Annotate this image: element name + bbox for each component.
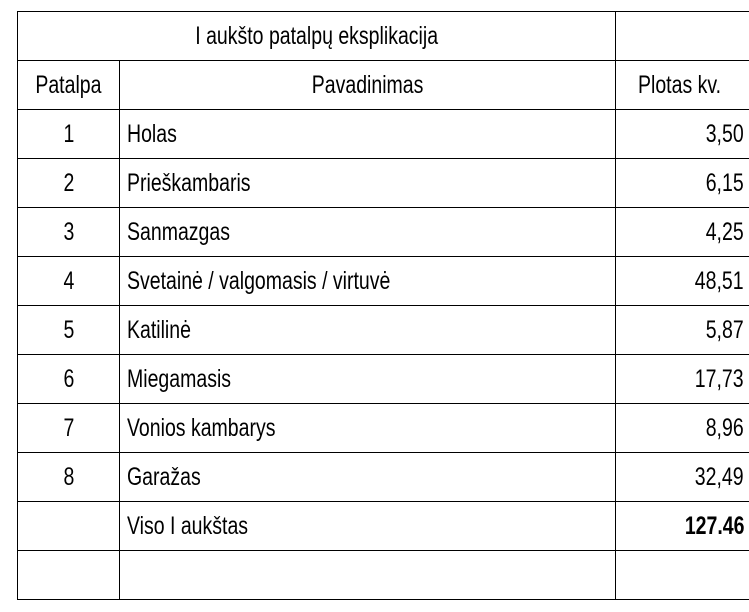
room-name-cell	[120, 355, 616, 404]
explication-sheet	[17, 11, 749, 583]
room-area-cell	[616, 404, 749, 453]
table-row	[18, 257, 749, 306]
room-name: Garažas	[127, 462, 201, 491]
room-number: 4	[63, 266, 74, 295]
room-name-cell	[120, 404, 616, 453]
room-area-cell	[616, 355, 749, 404]
room-number-cell	[18, 355, 120, 404]
total-label: Viso I aukštas	[127, 511, 249, 540]
room-name-cell	[120, 306, 616, 355]
room-number: 1	[63, 119, 74, 148]
header-area-cell	[616, 61, 749, 110]
explication-table	[17, 11, 749, 600]
room-name: Sanmazgas	[127, 217, 230, 246]
room-name-cell	[120, 257, 616, 306]
room-area: 48,51	[695, 266, 745, 295]
room-name-cell	[120, 208, 616, 257]
header-area: Plotas kv.	[638, 70, 722, 99]
table-row	[18, 355, 749, 404]
empty-cell	[18, 551, 120, 600]
total-value: 127.46	[684, 511, 745, 540]
table-header-row	[18, 61, 749, 110]
room-area-cell	[616, 110, 749, 159]
table-title-empty-cell	[616, 12, 749, 61]
room-number: 5	[63, 315, 74, 344]
room-name: Holas	[127, 119, 177, 148]
table-title-cell	[18, 12, 616, 61]
empty-cell	[120, 551, 616, 600]
table-title: I aukšto patalpų eksplikacija	[195, 21, 438, 50]
room-name-cell	[120, 159, 616, 208]
room-area: 17,73	[695, 364, 745, 393]
header-name-cell	[120, 61, 616, 110]
room-number-cell	[18, 208, 120, 257]
room-area: 3,50	[706, 119, 745, 148]
room-area: 6,15	[706, 168, 745, 197]
room-name: Katilinė	[127, 315, 191, 344]
total-value-cell	[616, 502, 749, 551]
header-room: Patalpa	[35, 70, 102, 99]
header-name: Pavadinimas	[311, 70, 424, 99]
table-row	[18, 159, 749, 208]
room-area: 8,96	[706, 413, 745, 442]
table-row	[18, 110, 749, 159]
room-number: 8	[63, 462, 74, 491]
room-number-cell	[18, 110, 120, 159]
room-area: 4,25	[706, 217, 745, 246]
room-number-cell	[18, 306, 120, 355]
empty-row	[18, 551, 749, 600]
room-area-cell	[616, 208, 749, 257]
room-name-cell	[120, 110, 616, 159]
table-row	[18, 404, 749, 453]
room-number: 2	[63, 168, 74, 197]
table-row	[18, 208, 749, 257]
total-row	[18, 502, 749, 551]
room-number: 3	[63, 217, 74, 246]
room-number-cell	[18, 453, 120, 502]
room-area-cell	[616, 159, 749, 208]
room-number-cell	[18, 404, 120, 453]
room-name: Prieškambaris	[127, 168, 251, 197]
room-area-cell	[616, 453, 749, 502]
room-area: 32,49	[695, 462, 745, 491]
room-number: 7	[63, 413, 74, 442]
room-number: 6	[63, 364, 74, 393]
total-empty-cell	[18, 502, 120, 551]
table-row	[18, 306, 749, 355]
room-name-cell	[120, 453, 616, 502]
room-number-cell	[18, 257, 120, 306]
empty-cell	[616, 551, 749, 600]
room-area: 5,87	[706, 315, 745, 344]
table-row	[18, 453, 749, 502]
table-title-row	[18, 12, 749, 61]
header-room-cell	[18, 61, 120, 110]
room-number-cell	[18, 159, 120, 208]
room-name: Miegamasis	[127, 364, 232, 393]
room-area-cell	[616, 306, 749, 355]
total-label-cell	[120, 502, 616, 551]
room-area-cell	[616, 257, 749, 306]
room-name: Svetainė / valgomasis / virtuvė	[127, 266, 391, 295]
room-name: Vonios kambarys	[127, 413, 276, 442]
